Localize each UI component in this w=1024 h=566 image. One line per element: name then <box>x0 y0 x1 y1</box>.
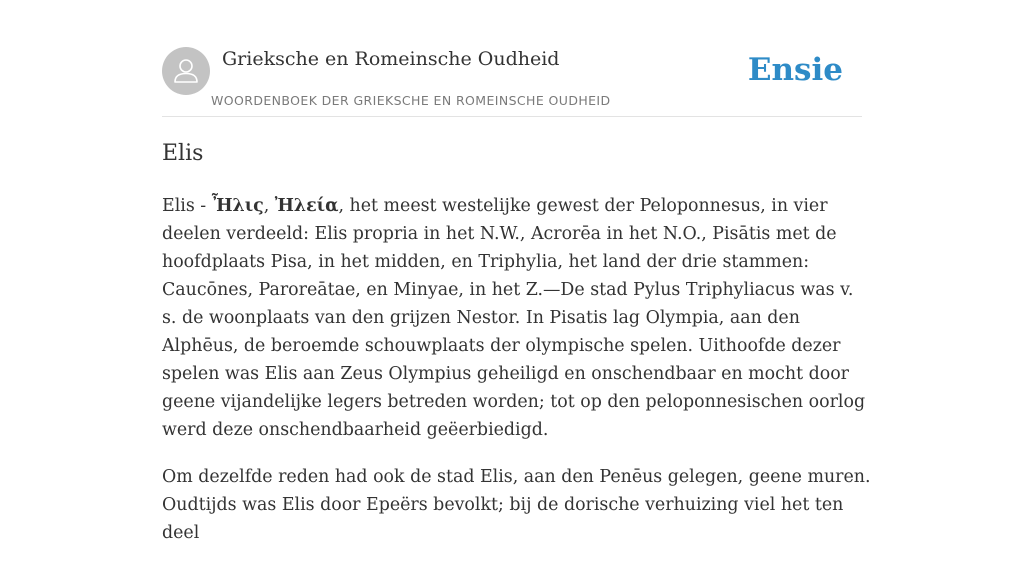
source-title[interactable]: Grieksche en Romeinsche Oudheid <box>222 48 560 70</box>
entry-paragraph: Om dezelfde reden had ook de stad Elis, aan den Penēus gelegen, geene muren. Oudtijds was Elis door Epeërs bevolkt; bij de dorische verhuizing viel het ten deel <box>162 467 871 543</box>
entry-body <box>162 192 872 566</box>
term-separator: , <box>263 196 275 216</box>
user-outline-icon <box>162 47 210 95</box>
entry-paragraph <box>162 192 872 444</box>
source-subtitle: WOORDENBOEK DER GRIEKSCHE EN ROMEINSCHE OUDHEID <box>211 93 611 108</box>
paragraph-text: , het meest westelijke gewest der Peloponnesus, in vier deelen verdeeld: Elis propria in het N.W., Acrorēa in het N.O., Pisātis met de hoofdplaats Pisa, in het midden, en Triphylia, het land der drie stammen: Caucōnes, Paroreātae, en Minyae, in het Z.—De stad Pylus Triphyliacus was v. s. de woonplaats van den grijzen Nestor. In Pisatis lag Olympia, aan den Alphēus, de beroemde schouwplaats der olympische spelen. Uithoofde dezer spelen was Elis aan Zeus Olympius geheiligd en onschendbaar en mocht door geene vijandelijke legers betreden worden; tot op den peloponnesischen oorlog werd deze onschendbaarheid geëerbiedigd. <box>162 196 866 440</box>
greek-term: Ἠλεία <box>274 196 339 216</box>
page-header <box>162 46 862 117</box>
ensie-logo[interactable]: Ensie <box>747 52 843 88</box>
entry-headword: Elis <box>162 141 204 166</box>
paragraph-prefix: Elis - <box>162 196 212 216</box>
source-avatar[interactable] <box>162 47 210 95</box>
greek-term: Ἦλις <box>211 196 264 216</box>
